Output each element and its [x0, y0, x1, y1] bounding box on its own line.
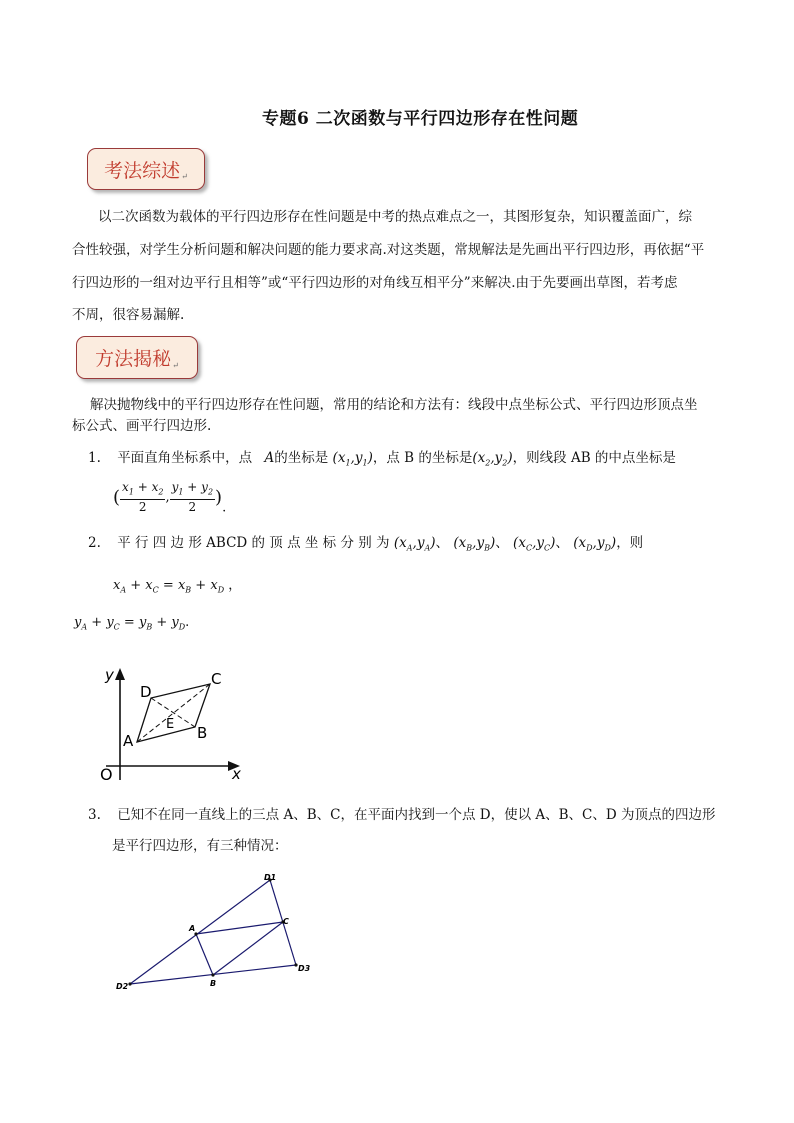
- point-b-label: B: [197, 724, 208, 742]
- point-a-label: A: [123, 732, 134, 750]
- section-label-kaofa: 考法综述 ↵: [87, 148, 205, 190]
- y-axis-arrow: [115, 668, 125, 680]
- axis-y-label: y: [105, 666, 114, 684]
- item2-text-b: ，则: [616, 535, 644, 551]
- origin-label: O: [100, 765, 113, 784]
- item1-line: [88, 446, 676, 468]
- label-a: A: [189, 924, 196, 933]
- point-b: [211, 973, 214, 976]
- x-sum-formula: $x_A + x_C = x_B + x_D$ ，: [113, 578, 242, 595]
- para2-line1: 解决抛物线中的平行四边形存在性问题，常用的结论和方法有：线段中点坐标公式、平行四边形顶点坐: [90, 397, 698, 413]
- y-sum-formula: $y_A + y_C = y_B + y_D$.: [74, 615, 190, 632]
- point-d-label: D: [140, 683, 152, 701]
- item2-text-a: 平 行 四 边 形 ABCD 的 顶 点 坐 标 分 别 为: [117, 535, 390, 551]
- axis-x-label: x: [232, 765, 241, 783]
- para1-line3: 行四边形的一组对边平行且相等”或“平行四边形的对角线互相平分”来解决.由于先要画出草图，若考虑: [72, 275, 678, 291]
- para1-line4: 不周，很容易漏解.: [72, 307, 185, 323]
- item3-number: 3.: [88, 807, 101, 823]
- label-d2: D2: [116, 982, 129, 991]
- section-label-fangfa: 方法揭秘 ↵: [76, 336, 198, 379]
- item3-line1: [88, 803, 716, 823]
- item1-text-a: 平面直角坐标系中，点: [117, 450, 253, 466]
- item3-text-1: 已知不在同一直线上的三点 A、B、C，在平面内找到一个点 D，使以 A、B、C、D 为顶点的四边形: [117, 807, 716, 823]
- label-d3: D3: [298, 964, 311, 973]
- item2-line: [88, 531, 643, 553]
- separator: 、: [435, 535, 450, 551]
- midpoint-formula: ( $\frac{x_1 + x_2}{2}$ , $\frac{y_1 + y_2}{2}$ ).: [113, 480, 227, 516]
- vertex-a-coord: $(x_A,y_A)$: [393, 535, 436, 553]
- segment-d2-d1: [130, 880, 270, 984]
- para1-line2: 合性较强，对学生分析问题和解决问题的能力要求高.对这类题，常规解法是先画出平行四边形，再依据“平: [72, 242, 705, 258]
- item1-text-d: ，则线段 AB 的中点坐标是: [512, 450, 676, 466]
- coord-b: $(x_2,y_2)$: [472, 450, 513, 468]
- point-e-label: E: [166, 717, 175, 732]
- item2-number: 2.: [88, 535, 101, 551]
- vertex-d-coord: $(x_D,y_D)$: [573, 535, 617, 553]
- item1-point-a: A: [264, 450, 275, 466]
- item3-line2: 是平行四边形，有三种情况：: [112, 838, 288, 854]
- separator: 、: [495, 535, 509, 551]
- item1-text-b: 的坐标是: [274, 450, 329, 466]
- label-b: B: [210, 979, 217, 988]
- section-label-text: 考法综述: [104, 159, 181, 182]
- segment-a-b: [196, 934, 213, 975]
- vertex-b-coord: $(x_B,y_B)$: [453, 535, 496, 553]
- point-c-label: C: [211, 670, 222, 688]
- label-d1: D1: [264, 873, 277, 882]
- coord-a: $(x_1,y_1)$: [332, 450, 373, 468]
- section-label-text: 方法揭秘: [95, 348, 172, 370]
- vertex-c-coord: $(x_C,y_C)$: [513, 535, 556, 553]
- item1-number: 1.: [88, 450, 101, 466]
- item1-text-c: ，点 B 的坐标是: [372, 450, 473, 466]
- page-title: 专题6 二次函数与平行四边形存在性问题: [262, 109, 579, 129]
- three-parallelograms-figure: [110, 868, 320, 993]
- para2-line2: 标公式、画平行四边形.: [72, 418, 212, 434]
- parallelogram-axes-figure: [94, 662, 254, 787]
- label-c: C: [283, 917, 289, 926]
- separator: 、: [555, 535, 569, 551]
- para1-line1: 以二次函数为载体的平行四边形存在性问题是中考的热点难点之一，其图形复杂，知识覆盖面广，综: [98, 209, 692, 225]
- point-d2: [128, 982, 131, 985]
